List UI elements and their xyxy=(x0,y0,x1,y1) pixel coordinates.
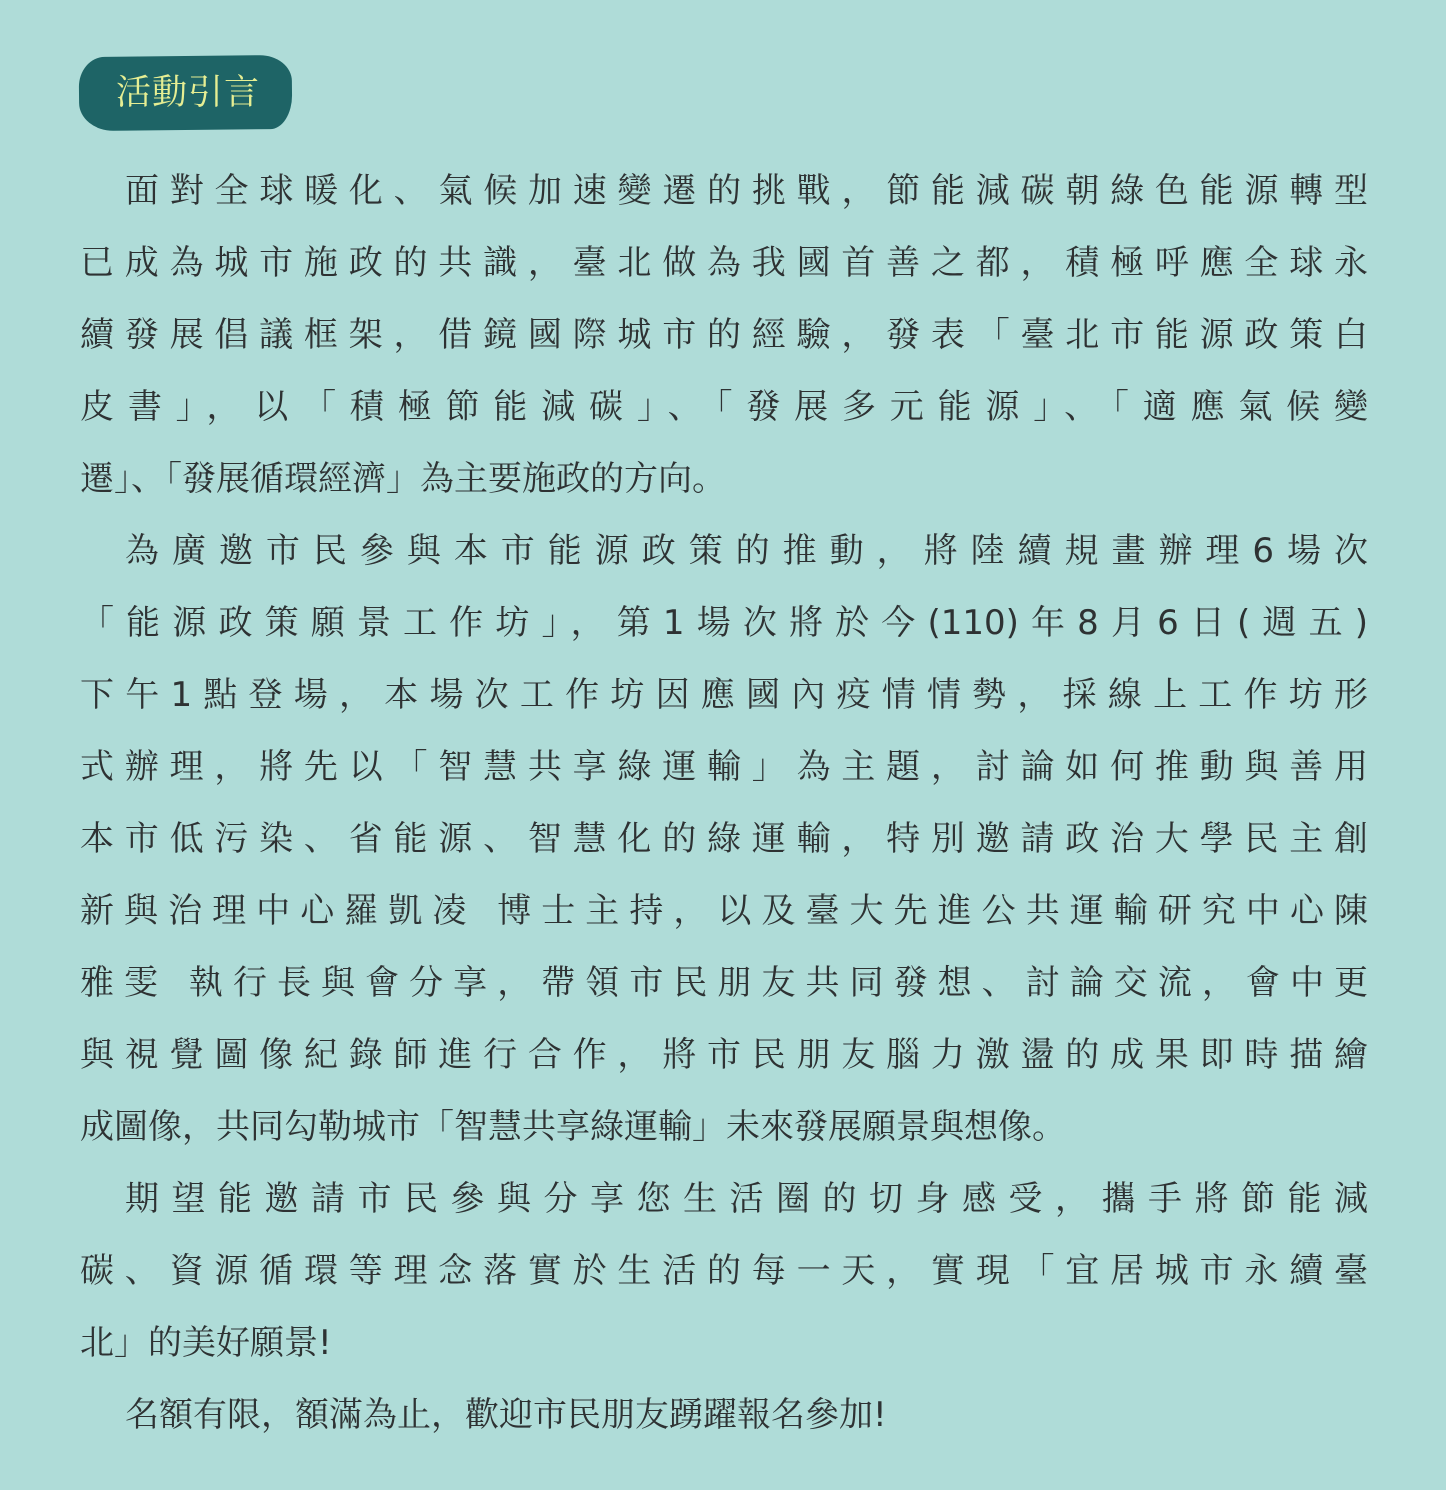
section-badge-label: 活動引言 xyxy=(116,73,261,113)
paragraph-2-line-6: 新與治理中心羅凱凌 博士主持，以及臺大先進公共運輸研究中心陳 xyxy=(80,891,1368,931)
paragraph-3-line-3: 北」的美好願景! xyxy=(80,1323,332,1363)
intro-article xyxy=(80,155,1368,1451)
paragraph-2-line-7: 雅雯 執行長與會分享，帶領市民朋友共同發想、討論交流，會中更 xyxy=(80,963,1368,1003)
paragraph-3-line-2: 碳、資源循環等理念落實於生活的每一天，實現「宜居城市永續臺 xyxy=(80,1251,1368,1291)
paragraph-2-line-1: 為廣邀市民參與本市能源政策的推動，將陸續規畫辦理6場次 xyxy=(125,531,1368,571)
paragraph-1-line-3: 續發展倡議框架，借鏡國際城市的經驗，發表「臺北市能源政策白 xyxy=(80,315,1368,355)
paragraph-2-line-2: 「能源政策願景工作坊」，第1場次將於今(110)年8月6日(週五) xyxy=(80,603,1368,643)
paragraph-2-line-3: 下午1點登場，本場次工作坊因應國內疫情情勢，採線上工作坊形 xyxy=(80,675,1368,715)
paragraph-1-line-4: 皮書」，以「積極節能減碳」、「發展多元能源」、「適應氣候變 xyxy=(80,387,1368,427)
paragraph-2-line-8: 與視覺圖像紀錄師進行合作，將市民朋友腦力激盪的成果即時描繪 xyxy=(80,1035,1368,1075)
paragraph-3-line-1: 期望能邀請市民參與分享您生活圈的切身感受，攜手將節能減 xyxy=(125,1179,1368,1219)
paragraph-2-line-4: 式辦理，將先以「智慧共享綠運輸」為主題，討論如何推動與善用 xyxy=(80,747,1368,787)
paragraph-1-line-1: 面對全球暖化、氣候加速變遷的挑戰，節能減碳朝綠色能源轉型 xyxy=(125,171,1368,211)
paragraph-4-line-1: 名額有限，額滿為止，歡迎市民朋友踴躍報名參加! xyxy=(125,1395,887,1435)
paragraph-2-line-5: 本市低污染、省能源、智慧化的綠運輸，特別邀請政治大學民主創 xyxy=(80,819,1368,859)
paragraph-1-line-2: 已成為城市施政的共識，臺北做為我國首善之都，積極呼應全球永 xyxy=(80,243,1368,283)
paragraph-2-line-9: 成圖像，共同勾勒城市「智慧共享綠運輸」未來發展願景與想像。 xyxy=(80,1107,1066,1147)
paragraph-1-line-5: 遷」、「發展循環經濟」為主要施政的方向。 xyxy=(80,459,726,499)
